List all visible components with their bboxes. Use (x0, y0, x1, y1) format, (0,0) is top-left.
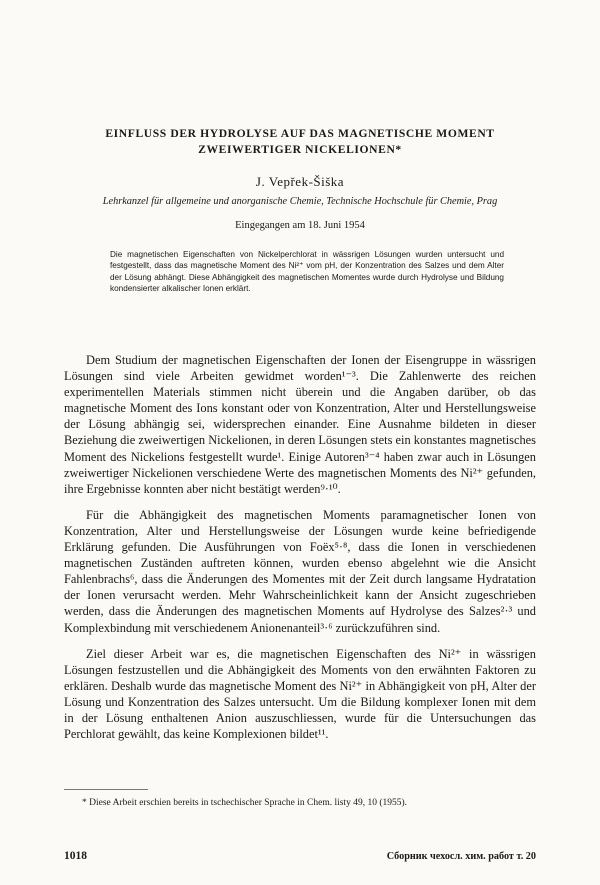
article-title (60, 126, 540, 158)
title-line-2: ZWEIWERTIGER NICKELIONEN* (198, 143, 402, 156)
author-name: J. Vepřek-Šiška (255, 174, 345, 189)
journal-footer: Сборник чехосл. хим. работ т. 20 (386, 851, 536, 862)
received-date: Eingegangen am 18. Juni 1954 (235, 220, 365, 231)
body-paragraph-3: Ziel dieser Arbeit war es, die magnetischen Eigenschaften des Ni²⁺ in wässrigen Lösungen festzustellen und die Abhängigkeit des Moments von den erwähnten Faktoren zu erklären. Deshalb wurde das magnetische Moment des Ni²⁺ in Abhängigkeit von pH, Alter der Lösung und Konzentration des Salzes untersucht. Um die Bildung komplexer Ionen mit dem in der Lösung enthaltenen Anion auszuschliessen, wurde für die Untersuchungen das Perchlorat gewählt, das keine Komplexionen bildet¹¹. (64, 646, 536, 742)
abstract: Die magnetischen Eigenschaften von Nickelperchlorat in wässrigen Lösungen wurden untersucht und festgestellt, dass das magnetische Moment des Ni²⁺ vom pH, der Konzentration des Salzes und dem Alter der Lösung abhängt. Diese Abhängigkeit des magnetischen Momentes wurde durch Hydrolyse und Bildung kondensierter alkalischer Ionen erklärt. (110, 250, 504, 293)
body-paragraph-1: Dem Studium der magnetischen Eigenschaften der Ionen der Eisengruppe in wässrigen Lösungen sind viele Arbeiten gewidmet worden¹⁻³. Die Zahlenwerte des reichen experimentellen Materials stimmen nicht überein und die Angaben darüber, ob das magnetische Moment des Ions konstant oder von Konzentration, Alter und Herstellungsweise der Lösung abhängig sei, widersprechen einander. Eine Ausnahme bildeten in dieser Beziehung die zweiwertigen Nickelionen, in deren Lösungen stets ein konstantes magnetisches Moment des Nickelions festgestellt wurde¹. Einige Autoren³⁻⁴ haben zwar auch in Lösungen zweiwertiger Nickelionen verschiedene Werte des magnetischen Moments des Ni²⁺ gefunden, ihre Ergebnisse konnten aber nicht bestätigt werden⁹·¹⁰. (64, 353, 536, 496)
article-body (64, 352, 536, 752)
author-affiliation: Lehrkanzel für allgemeine und anorganische Chemie, Technische Hochschule für Chemie, Prag (102, 196, 498, 207)
page-number: 1018 (64, 850, 87, 862)
body-paragraph-2: Für die Abhängigkeit des magnetischen Moments paramagnetischer Ionen von Konzentration, Alter und Herstellungsweise der Lösungen wurde keine befriedigende Erklärung gefunden. Die Ausführungen von Foëx⁵·⁸, dass die Ionen in verschiedenen magnetischen Zuständen auftreten können, wurden ebenso abgelehnt wie die Ansicht Fahlenbrachs⁶, dass die Änderungen des Momentes mit der Zeit durch langsame Hydratation der Ionen verursacht werden. Mehr Wahrscheinlichkeit kann der Ansicht zugeschrieben werden, dass die Änderungen des magnetischen Moments auf Hydrolyse des Salzes²·³ und Komplexbindung mit verschiedenem Anionenanteil³·⁶ zurückzuführen sind. (64, 507, 536, 635)
title-line-1: EINFLUSS DER HYDROLYSE AUF DAS MAGNETISCHE MOMENT (105, 127, 495, 140)
footnote-divider (64, 789, 148, 790)
footnote: * Diese Arbeit erschien bereits in tschechischer Sprache in Chem. listy 49, 10 (1955). (82, 798, 408, 808)
